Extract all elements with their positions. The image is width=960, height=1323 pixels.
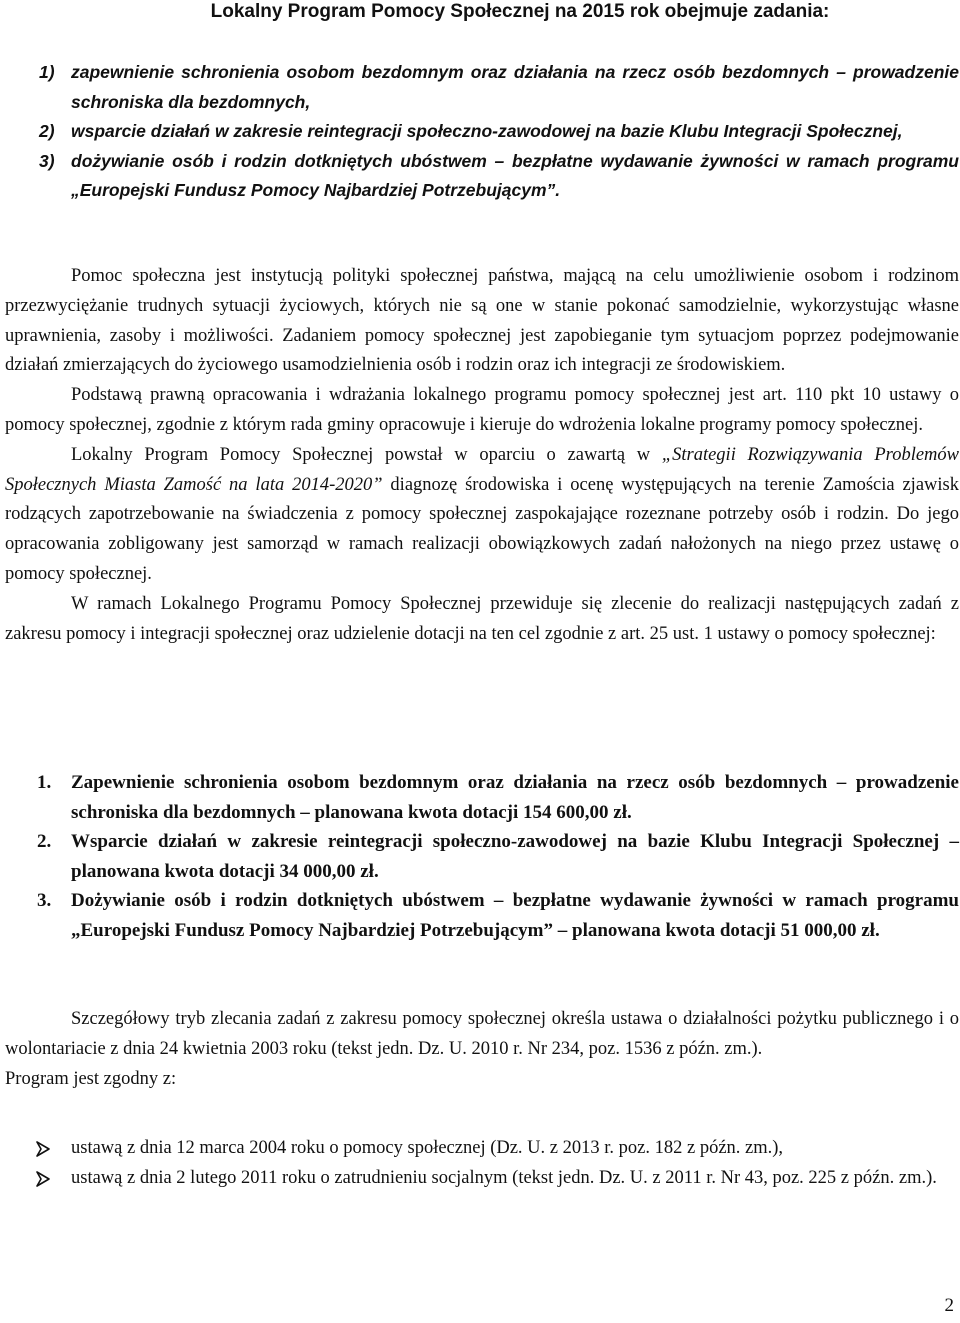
task-text: dożywianie osób i rodzin dotkniętych ubóstwem – bezpłatne wydawanie żywności w ramach programu „Europejski Fundusz Pomocy Najbardziej Potrzebującym”. [71, 150, 959, 200]
paragraph [5, 441, 959, 590]
task-text: wsparcie działań w zakresie reintegracji społeczno-zawodowej na bazie Klubu Integracji Społecznej, [71, 121, 903, 141]
compliance-text: ustawą z dnia 2 lutego 2011 roku o zatrudnieniu socjalnym (tekst jedn. Dz. U. z 2011 r. Nr 43, poz. 225 z późn. zm.). [71, 1167, 937, 1188]
task-text: zapewnienie schronienia osobom bezdomnym oraz działania na rzecz osób bezdomnych – prowadzenie schroniska dla bezdomnych, [71, 62, 959, 112]
funded-task-text: Zapewnienie schronienia osobom bezdomnym oraz działania na rzecz osób bezdomnych – prowadzenie schroniska dla bezdomnych – planowana kwota dotacji 154 600,00 zł. [71, 772, 959, 823]
closing-text [5, 1005, 959, 1094]
paragraph-text: diagnozę środowiska i ocenę występujących na terenie Zamościa zjawisk rodzących zapotrzebowanie na świadczenia z pomocy społecznej zaspokajające rozeznane potrzeby osób i rodzin. Do jego opracowania zobligowany jest samorząd w ramach realizacji obowiązkowych zadań nałożonych na niego przez ustawę o pomocy społecznej. [5, 474, 959, 584]
task-item [5, 147, 959, 206]
paragraph-text: Lokalny Program Pomocy Społecznej powstał w oparciu o zawartą w [71, 444, 662, 465]
funded-task-number: 1. [37, 772, 52, 793]
task-number: 2) [39, 121, 55, 141]
document-title: Lokalny Program Pomocy Społecznej na 2015 rok obejmuje zadania: [210, 1, 830, 22]
task-number: 3) [39, 150, 55, 171]
task-item [5, 58, 959, 117]
paragraph: Pomoc społeczna jest instytucją polityki społecznej państwa, mającą na celu umożliwienie osobom i rodzinom przezwyciężanie trudnych sytuacji życiowych, których nie są one w stanie pokonać samodzielnie, wykorzystując własne uprawnienia, zasoby i możliwości. Zadaniem pomocy społecznej jest zapobieganie tym sytuacjom poprzez podejmowanie działań zmierzających do życiowego usamodzielnienia osób i rodzin oraz ich integracji ze środowiskiem. [5, 266, 959, 376]
compliance-item [5, 1134, 959, 1164]
compliance-intro: Program jest zgodny z: [5, 1068, 177, 1089]
funded-task-item [5, 886, 959, 945]
compliance-item [5, 1164, 959, 1194]
funded-task-number: 2. [37, 831, 52, 853]
task-list [5, 58, 959, 206]
funded-task-item [5, 768, 959, 827]
compliance-text: ustawą z dnia 12 marca 2004 roku o pomocy społecznej (Dz. U. z 2013 r. poz. 182 z późn. zm.), [71, 1138, 784, 1158]
arrow-bullet-icon [35, 1141, 51, 1157]
funded-task-list [5, 768, 959, 946]
body-text [5, 262, 959, 649]
task-number: 1) [39, 62, 55, 82]
funded-task-text: Wsparcie działań w zakresie reintegracji społeczno-zawodowej na bazie Klubu Integracji Społecznej – planowana kwota dotacji 34 000,00 zł. [71, 831, 959, 882]
strategy-title: „Strategii Rozwiązywania Problemów Społecznych Miasta Zamość na lata 2014-2020” [5, 444, 959, 495]
funded-task-number: 3. [37, 890, 52, 912]
funded-task-text: Dożywianie osób i rodzin dotkniętych ubóstwem – bezpłatne wydawanie żywności w ramach programu „Europejski Fundusz Pomocy Najbardziej Potrzebującym” – planowana kwota dotacji 51 000,00 zł. [71, 890, 959, 941]
paragraph: W ramach Lokalnego Programu Pomocy Społecznej przewiduje się zlecenie do realizacji następujących zadań z zakresu pomocy i integracji społecznej oraz udzielenie dotacji na ten cel zgodnie z art. 25 ust. 1 ustawy o pomocy społecznej: [5, 593, 959, 644]
task-item [5, 117, 959, 147]
paragraph: Szczegółowy tryb zlecania zadań z zakresu pomocy społecznej określa ustawa o działalności pożytku publicznego i o wolontariacie z dnia 24 kwietnia 2003 roku (tekst jedn. Dz. U. 2010 r. Nr 234, poz. 1536 z późn. zm.). [5, 1009, 959, 1059]
compliance-list [5, 1134, 959, 1194]
paragraph: Podstawą prawną opracowania i wdrażania lokalnego programu pomocy społecznej jest art. 110 pkt 10 ustawy o pomocy społecznej, zgodnie z którym rada gminy opracowuje i kieruje do wdrożenia lokalne programy pomocy społecznej. [5, 385, 959, 435]
funded-task-item [5, 827, 959, 886]
arrow-bullet-icon [35, 1171, 51, 1187]
page-number: 2 [944, 1295, 954, 1316]
